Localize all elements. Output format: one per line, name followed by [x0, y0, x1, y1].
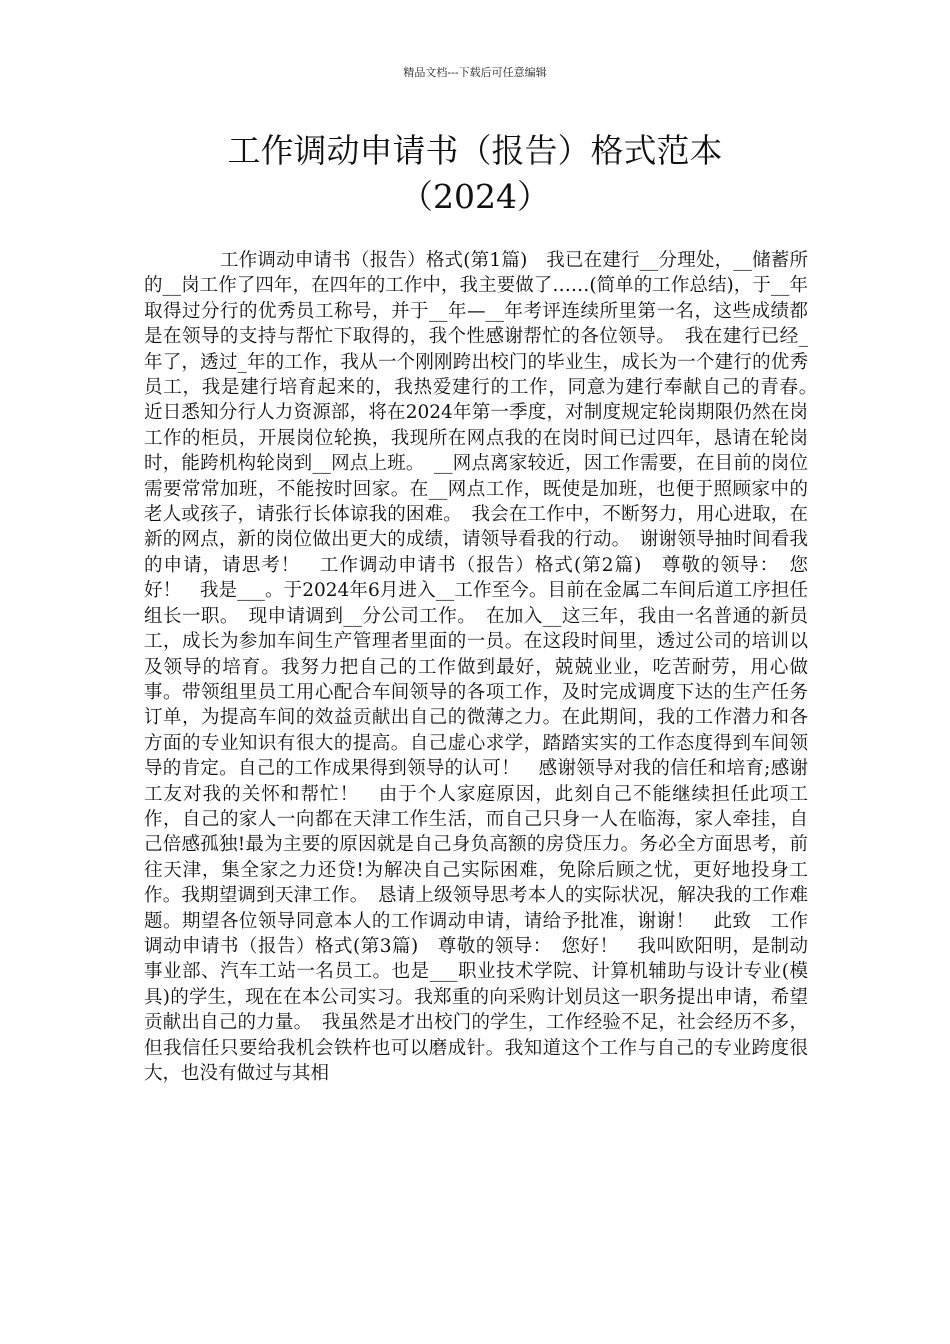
document-body: 工作调动申请书（报告）格式(第1篇) 我已在建行__分理处，__储蓄所的__岗工作了四年，在四年的工作中，我主要做了……(简单的工作总结)，于__年取得过分行的优秀员工称号，并于__年—__年考评连续所里第一名，这些成绩都是在领导的支持与帮忙下取得的，我个性感谢帮忙的各位领导。 我在建行已经_年了，透过_年的工作，我从一个刚刚跨出校门的毕业生，成长为一个建行的优秀员工，我是建行培育起来的，我热爱建行的工作，同意为建行奉献自己的青春。 近日悉知分行人力资源部，将在2024年第一季度，对制度规定轮岗期限仍然在岗工作的柜员，开展岗位轮换，我现所在网点我的在岗时间已过四年，恳请在轮岗时，能跨机构轮岗到__网点上班。 __网点离家较近，因工作需要，在目前的岗位需要常常加班，不能按时回家。在__网点工作，既使是加班，也便于照顾家中的老人或孩子，请张行长体谅我的困难。 我会在工作中，不断努力，用心进取，在新的网点，新的岗位做出更大的成绩，请领导看我的行动。 谢谢领导抽时间看我的申请，请思考！ 工作调动申请书（报告）格式(第2篇) 尊敬的领导： 您好！ 我是___。于2024年6月进入__工作至今。目前在金属二车间后道工序担任组长一职。 现申请调到__分公司工作。 在加入__这三年，我由一名普通的新员工，成长为参加车间生产管理者里面的一员。在这段时间里，透过公司的培训以及领导的培育。我努力把自己的工作做到最好，兢兢业业，吃苦耐劳，用心做事。带领组里员工用心配合车间领导的各项工作，及时完成调度下达的生产任务订单，为提高车间的效益贡献出自己的微薄之力。在此期间，我的工作潜力和各方面的专业知识有很大的提高。自己虚心求学，踏踏实实的工作态度得到车间领导的肯定。自己的工作成果得到领导的认可！ 感谢领导对我的信任和培育;感谢工友对我的关怀和帮忙！ 由于个人家庭原因，此刻自己不能继续担任此项工作，自己的家人一向都在天津工作生活，而自己只身一人在临海，家人牵挂，自己倍感孤独!最为主要的原因就是自己身负高额的房贷压力。务必全方面思考，前往天津，集全家之力还贷!为解决自己实际困难，免除后顾之忧，更好地投身工作。我期望调到天津工作。 恳请上级领导思考本人的实际状况，解决我的工作难题。期望各位领导同意本人的工作调动申请，请给予批准，谢谢！ 此致 工作调动申请书（报告）格式(第3篇) 尊敬的领导： 您好！ 我叫欧阳明，是制动事业部、汽车工站一名员工。也是___职业技术学院、计算机辅助与设计专业(模具)的学生，现在在本公司实习。我郑重的向采购计划员这一职务提出申请，希望贡献出自己的力量。 我虽然是才出校门的学生，工作经验不足，社会经历不多，但我信任只要给我机会铁杵也可以磨成针。我知道这个工作与自己的专业跨度很大，也没有做过与其相 — [144, 250, 827, 1084]
document-title — [100, 128, 850, 220]
title-line-2: （2024） — [400, 177, 550, 216]
page-header: 精品文档---下载后可任意编辑 — [403, 66, 547, 79]
title-line-1: 工作调动申请书（报告）格式范本 — [227, 131, 723, 170]
